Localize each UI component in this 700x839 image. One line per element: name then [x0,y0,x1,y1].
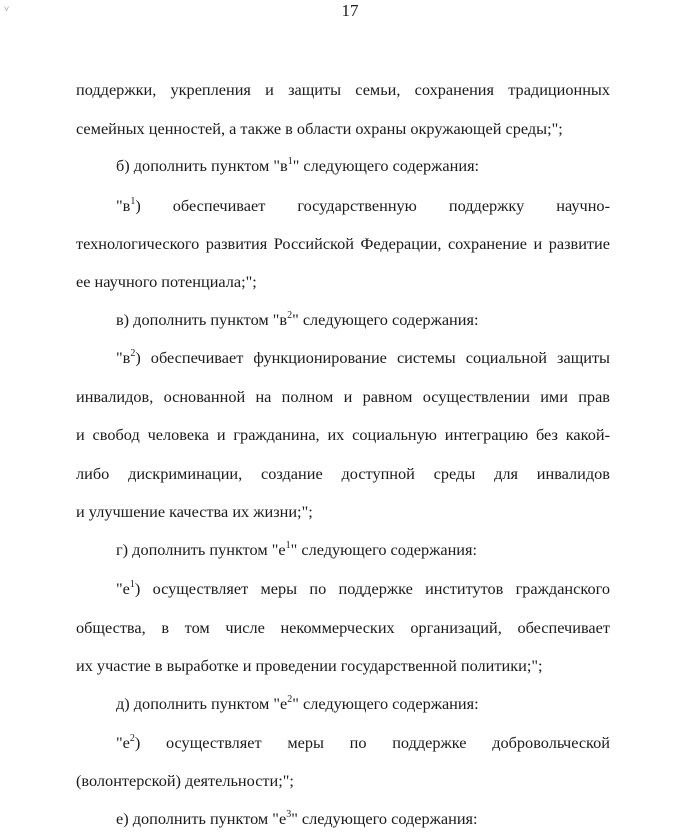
page-number: 17 [341,1,359,20]
text-line: общества, в том числе некоммерческих организаций, обеспечивает [76,618,610,637]
text-line: е) дополнить пунктом "$е^3$" следующего содержания: [116,809,478,828]
text-line: инвалидов, основанной на полном и равном осуществлении ими прав [76,387,610,406]
text-line: (волонтерской) деятельности;"; [76,771,294,790]
text-line: и улучшение качества их жизни;"; [76,502,313,521]
text-line: г) дополнить пунктом "$е^1$" следующего содержания: [116,540,478,559]
text-line: "$в^2$) обеспечивает функционирование системы социальной защиты [116,348,610,367]
text-line: технологического развития Российской Федерации, сохранение и развитие [76,234,610,253]
text-line: "$е^2$) осуществляет меры по поддержке добровольческой [116,733,610,752]
text-line: д) дополнить пунктом "$е^2$" следующего содержания: [116,694,479,713]
text-line: поддержки, укрепления и защиты семьи, сохранения традиционных [76,80,610,99]
text-line: "$е^1$) осуществляет меры по поддержке институтов гражданского [116,579,610,598]
text-line: семейных ценностей, а также в области охраны окружающей среды;"; [76,119,563,138]
text-line: ее научного потенциала;"; [76,272,257,291]
text-line: и свобод человека и гражданина, их социальную интеграцию без какой- [76,425,610,444]
text-line: "$в^1$) обеспечивает государственную поддержку научно- [116,196,610,215]
text-line: в) дополнить пунктом "$в^2$" следующего содержания: [116,310,479,329]
text-line: их участие в выработке и проведении государственной политики;"; [76,656,543,675]
text-line: либо дискриминации, создание доступной среды для инвалидов [76,464,610,483]
text-line: б) дополнить пунктом "$в^1$" следующего содержания: [116,156,480,175]
scan-corner-mark: ˅ [4,4,10,14]
